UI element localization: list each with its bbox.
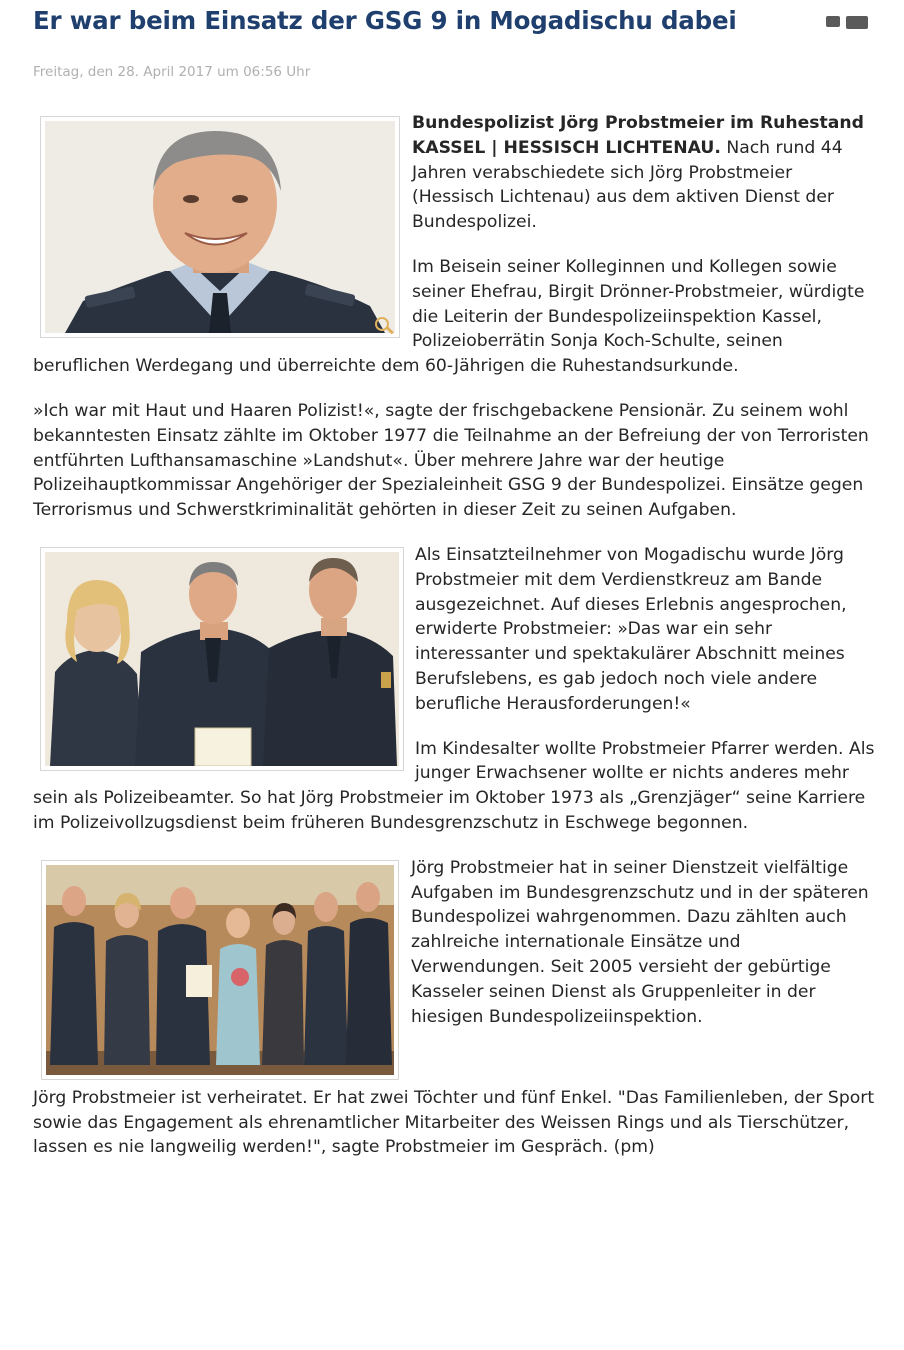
zoom-icon[interactable] [375, 317, 389, 331]
lead-place: KASSEL | HESSISCH LICHTENAU. [412, 137, 721, 158]
group-photo[interactable] [41, 860, 399, 1080]
paragraph-1: Im Beisein seiner Kolleginnen und Kollegen sowie seiner Ehefrau, Birgit Drönner-Probstmeier, würdigte die Leiterin der Bundespolizeiinspektion Kassel, Polizeioberrätin Sonja Koch-Schulte, seinen beruflichen Werdegang und überreichte dem 60-Jährigen die Ruhestandsurkunde. [33, 256, 865, 377]
article-body [33, 111, 875, 1180]
paragraph-6: Jörg Probstmeier ist verheiratet. Er hat zwei Töchter und fünf Enkel. "Das Familienleben, der Sport sowie das Engagement als ehrenamtlicher Mitarbeiter des Weissen Rings und als Tierschützer, lassen es nie langweilig werden!", sagte Probstmeier im Gespräch. (pm) [33, 1087, 875, 1158]
paragraph-3: Als Einsatzteilnehmer von Mogadischu wurde Jörg Probstmeier mit dem Verdienstkreuz am Bande ausgezeichnet. Auf dieses Erlebnis angesprochen, erwiderte Probstmeier: »Das war ein sehr interessanter und spektakulärer Abschnitt meines Berufslebens, es gab jedoch noch viele andere berufliche Herausforderungen!« [415, 544, 847, 714]
award-photo[interactable] [40, 547, 404, 771]
article-tools [826, 16, 868, 29]
article-dateline: Freitag, den 28. April 2017 um 06:56 Uhr [33, 64, 311, 80]
portrait-photo[interactable] [40, 116, 400, 338]
lead-title: Bundespolizist Jörg Probstmeier im Ruhestand [412, 113, 864, 133]
article-headline: Er war beim Einsatz der GSG 9 in Mogadischu dabei [33, 6, 737, 35]
lead-text: Nach rund 44 Jahren verabschiedete sich Jörg Probstmeier (Hessisch Lichtenau) aus dem aktiven Dienst der Bundespolizei. [412, 137, 843, 233]
portrait-image [45, 121, 395, 333]
paragraph-4: Im Kindesalter wollte Probstmeier Pfarrer werden. Als junger Erwachsener wollte er nichts anderes mehr sein als Polizeibeamter. So hat Jörg Probstmeier im Oktober 1973 als „Grenzjäger“ seine Karriere im Polizeivollzugsdienst beim früheren Bundesgrenzschutz in Eschwege begonnen. [33, 738, 875, 833]
paragraph-5: Jörg Probstmeier hat in seiner Dienstzeit vielfältige Aufgaben im Bundesgrenzschutz und in der späteren Bundespolizei wahrgenommen. Dazu zählten auch zahlreiche internationale Einsätze und Verwendungen. Seit 2005 versieht der gebürtige Kasseler seinen Dienst als Gruppenleiter in der hiesigen Bundespolizeiinspektion. [411, 857, 869, 1027]
paragraph-2: »Ich war mit Haut und Haaren Polizist!«, sagte der frischgebackene Pensionär. Zu seinem wohl bekanntesten Einsatz zählte im Oktober 1977 die Teilnahme an der Befreiung der von Terroristen entführten Lufthansamaschine »Landshut«. Über mehrere Jahre war der heutige Polizeihauptkommissar Angehöriger der Spezialeinheit GSG 9 der Bundespolizei. Einsätze gegen Terrorismus und Schwerstkriminalität gehörten in dieser Zeit zu seinen Aufgaben. [33, 400, 869, 521]
email-icon[interactable] [846, 16, 868, 29]
group-image [46, 865, 394, 1075]
award-image [45, 552, 399, 766]
print-icon[interactable] [826, 16, 840, 27]
